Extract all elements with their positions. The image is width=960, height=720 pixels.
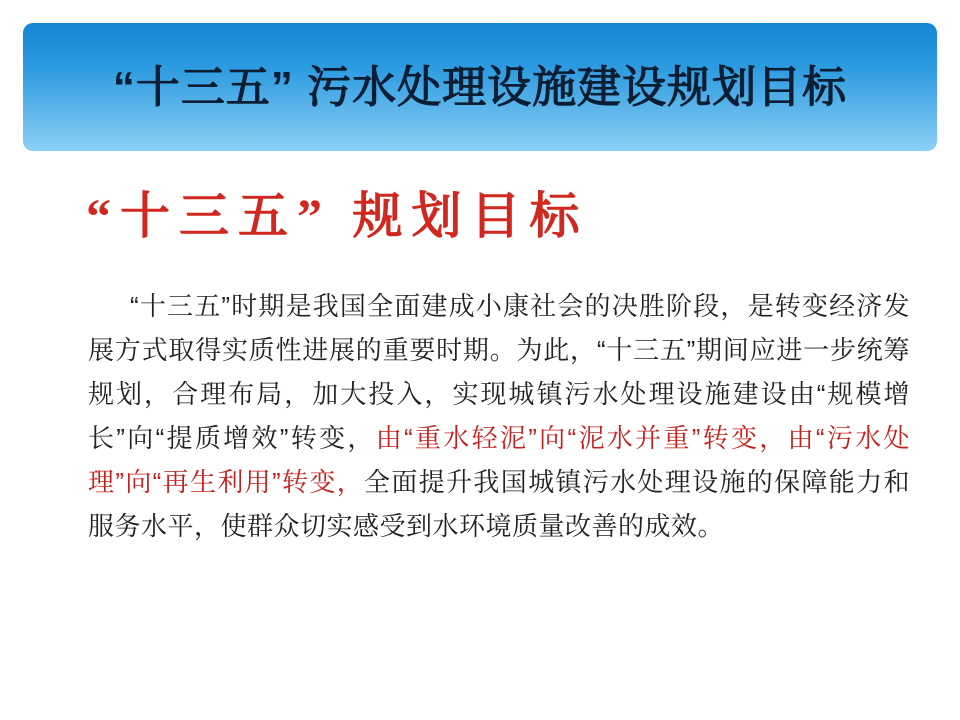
paragraph-segment-black-1: “十三五”时期是我国全面建成小康社会的决胜阶段，是转变经济发展方式取得实质性进展的重要时期。为此，“十三五”期间应进一步统筹规划，合理布局，加大投入，实现城镇污水处理设施建设由“规模增长”向“提质增效”转变， — [88, 291, 910, 453]
title-banner — [23, 23, 937, 151]
section-heading: “十三五” 规划目标 — [86, 188, 589, 244]
paragraph-segment-red: 由“重水轻泥”向“泥水并重”转变，由“污水处理”向“再生利用”转变， — [88, 423, 910, 497]
paragraph-segment-black-2: 全面提升我国城镇污水处理设施的保障能力和服务水平，使群众切实感受到水环境质量改善的成效。 — [88, 467, 910, 541]
body-paragraph — [88, 284, 910, 548]
slide-title: “十三五” 污水处理设施建设规划目标 — [112, 63, 848, 112]
